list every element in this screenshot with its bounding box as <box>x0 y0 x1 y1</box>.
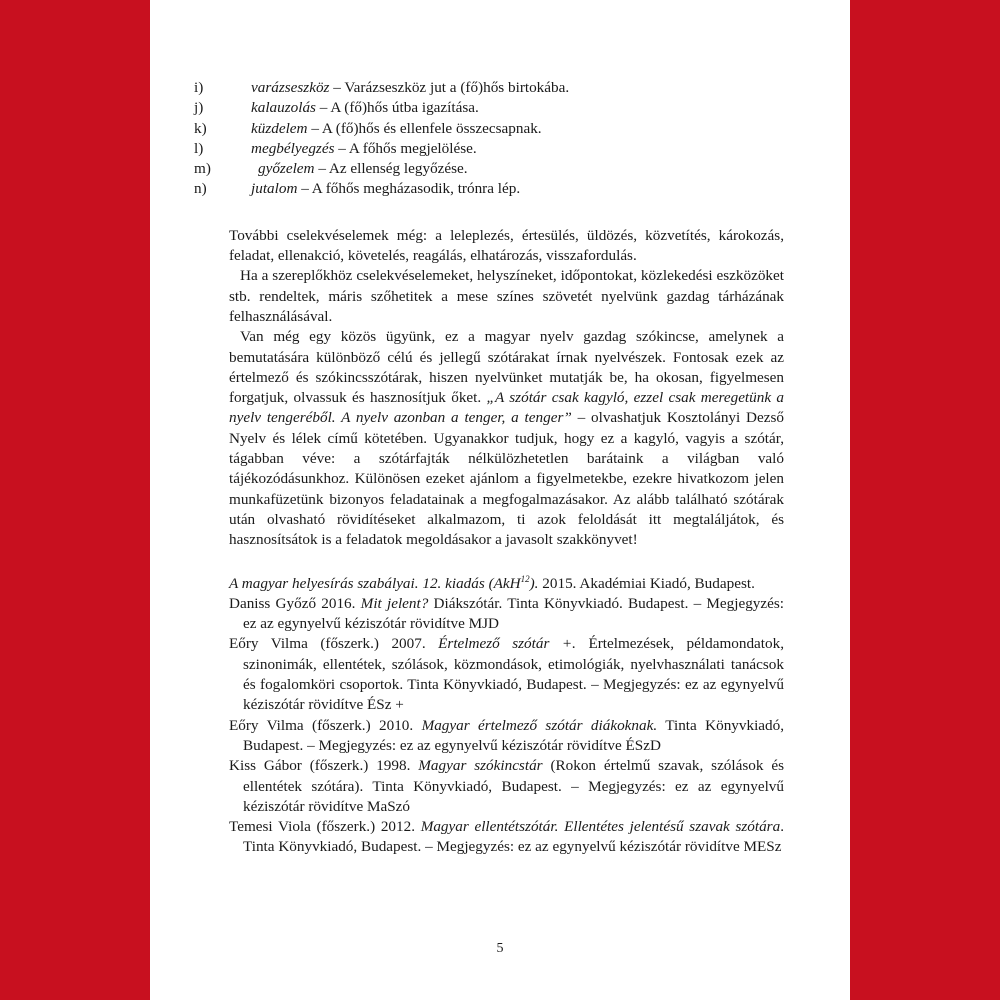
reference-item: A magyar helyesírás szabályai. 12. kiadás (AkH$^{12}$). 2015. Akadémiai Kiadó, Budapest. <box>229 573 755 592</box>
right-red-band <box>850 0 1000 1000</box>
reference-item: Temesi Viola (főszerk.) 2012. Magyar ellentétszótár. Ellentétes jelentésű szavak szótára. Tinta Könyvkiadó, Budapest. – Megjegyzés: ez az egynyelvű kéziszótár rövidítve MESz <box>229 818 784 856</box>
paragraph-characters: Ha a szereplőkhöz cselekvéselemeket, helyszíneket, időpontokat, közlekedési eszközöket stb. rendeltek, máris szőhetitek a mese színes szövetét nyelvünk gazdag tárházának felhasználásával. <box>229 267 784 325</box>
list-description: – A (fő)hős és ellenfele összecsapnak. <box>307 119 542 137</box>
plot-function-list <box>194 78 784 200</box>
reference-item: Kiss Gábor (főszerk.) 1998. Magyar szókincstár (Rokon értelmű szavak, szólások és ellentétek szótára). Tinta Könyvkiadó, Budapest. – Megjegyzés: ez az egynyelvű kéziszótár rövidítve MaSzó <box>229 757 784 815</box>
list-term: varázseszköz <box>251 79 330 96</box>
list-item: m) győzelem – Az ellenség legyőzése. <box>194 160 468 178</box>
list-term: győzelem <box>258 160 315 178</box>
page-number: 5 <box>496 941 504 956</box>
list-term: kalauzolás <box>251 99 316 117</box>
list-item: k) küzdelem – A (fő)hős és ellenfele összecsapnak. <box>194 119 542 137</box>
page-body <box>194 78 785 858</box>
list-term: küzdelem <box>251 119 308 137</box>
kosztolanyi-quote: „A szótár csak kagyló, ezzel csak meregetünk a nyelv tengeréből. A nyelv azonban a tenger, a tenger” <box>229 389 785 427</box>
list-description: – Az ellenség legyőzése. <box>314 160 468 178</box>
left-red-band <box>0 0 150 1000</box>
list-description: – A főhős megházasodik, trónra lép. <box>297 180 521 198</box>
reference-list <box>229 574 784 858</box>
list-description: – Varázseszköz jut a (fő)hős birtokába. <box>329 79 570 96</box>
list-item: j) kalauzolás – A (fő)hős útba igazítása. <box>194 99 479 117</box>
list-item: l) megbélyegzés – A főhős megjelölése. <box>194 139 477 157</box>
list-description: – A (fő)hős útba igazítása. <box>315 99 479 117</box>
list-term: jutalom <box>251 180 298 198</box>
list-item: n) jutalom – A főhős megházasodik, trónra lép. <box>194 180 521 198</box>
reference-item: Eőry Vilma (főszerk.) 2010. Magyar értelmező szótár diákoknak. Tinta Könyvkiadó, Budapest. – Megjegyzés: ez az egynyelvű kéziszótár rövidítve ÉSzD <box>229 716 785 754</box>
paragraph-dictionaries: Van még egy közös ügyünk, ez a magyar nyelv gazdag szókincse, amelynek a bemutatására különböző célú és jellegű szótárakat írnak nyelvészek. Fontosak ezek az értelmező és szókincsszótárak, hiszen nyelvünket mutatják be, ha okosan, figyelmesen forgatjuk, olvassuk és hasznosítjuk őket. „A szótár csak kagyló, ezzel csak meregetünk a nyelv tengeréből. A nyelv azonban a tenger, a tenger” – olvashatjuk Kosztolányi Dezső Nyelv és lélek című kötetében. Ugyanakkor tudjuk, hogy ez a kagyló, vagyis a szótár, tágabban véve: a szótárfajták nélkülözhetetlen barátaink a világban való tájékozódásunkhoz. Különösen ezeket ajánlom a figyelmetekbe, ezekre hivatkozom jelen munkafüzetünk bizonyos feladatainak a megfogalmazásakor. Az alább található szótárak után olvasható rövidítéseket alkalmazom, ti azok feloldását itt megtaláljátok, és hasznosítsátok is a feladatok megoldásakor a javasolt szakkönyvet! <box>229 328 785 549</box>
paragraph-further-elements: További cselekvéselemek még: a leleplezés, értesülés, üldözés, közvetítés, károkozás, feladat, ellenakció, követelés, reagálás, elhatározás, visszafordulás. <box>229 226 784 265</box>
list-description: – A főhős megjelölése. <box>334 139 477 157</box>
list-term: megbélyegzés <box>251 139 335 157</box>
reference-item: Eőry Vilma (főszerk.) 2007. Értelmező szótár +. Értelmezések, példamondatok, szinonimák, ellentétek, szólások, közmondások, etimológiák, nyelvhasználati tanácsok és fogalomköri csoportok. Tinta Könyvkiadó, Budapest. – Megjegyzés: ez az egynyelvű kéziszótár rövidítve ÉSz + <box>229 635 784 714</box>
reference-item: Daniss Győző 2016. Mit jelent? Diákszótár. Tinta Könyvkiadó. Budapest. – Megjegyzés: ez az egynyelvű kéziszótár rövidítve MJD <box>229 594 784 633</box>
list-item: i) varázseszköz – Varázseszköz jut a (fő)hős birtokába. <box>194 79 570 96</box>
